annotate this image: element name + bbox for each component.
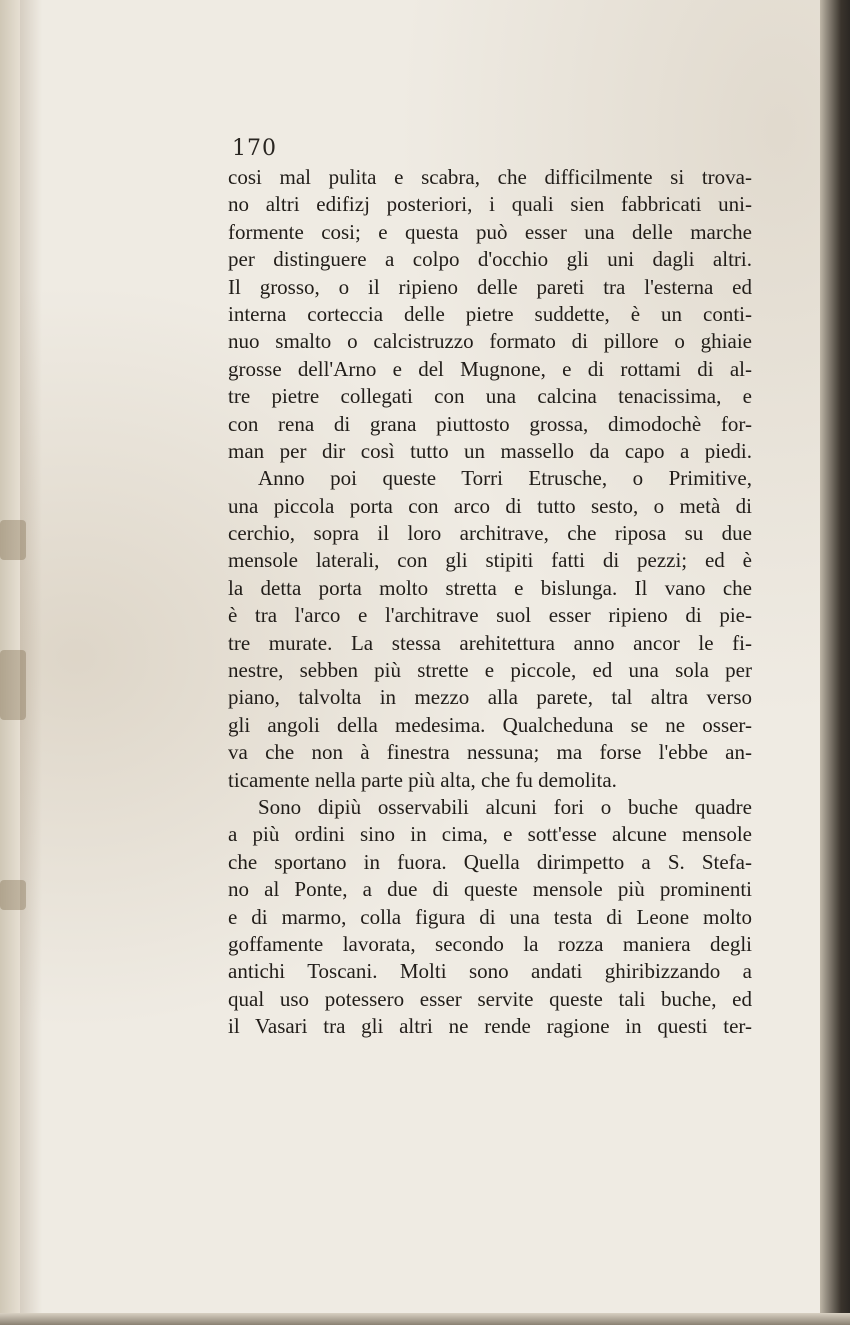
paper-stain	[0, 520, 26, 560]
text-line: formente cosi; e questa può esser una delle marche	[228, 219, 752, 244]
text-line: grosse dell'Arno e del Mugnone, e di rottami di al-	[228, 356, 752, 381]
page-edge-shadow	[820, 0, 850, 1325]
text-line: no al Ponte, a due di queste mensole più prominenti	[228, 877, 752, 902]
page-bottom-edge	[0, 1313, 850, 1325]
text-line: con rena di grana piuttosto grossa, dimodochè for-	[228, 411, 752, 436]
text-line: la detta porta molto stretta e bislunga. Il vano che	[228, 575, 752, 600]
paper-stain	[0, 880, 26, 910]
text-line: e di marmo, colla figura di una testa di Leone molto	[228, 904, 752, 929]
text-line: che sportano in fuora. Quella dirimpetto a S. Stefa-	[228, 849, 752, 874]
text-line: no altri edifizj posteriori, i quali sien fabbricati uni-	[228, 192, 752, 217]
paragraph-start-line: Sono dipiù osservabili alcuni fori o buche quadre	[258, 794, 752, 819]
text-line: interna corteccia delle pietre suddette, è un conti-	[228, 301, 752, 326]
text-line: man per dir così tutto un massello da capo a piedi.	[228, 438, 752, 463]
text-line: una piccola porta con arco di tutto sesto, o metà di	[228, 493, 752, 518]
text-line: goffamente lavorata, secondo la rozza maniera degli	[228, 931, 752, 956]
text-line: qual uso potessero esser servite queste tali buche, ed	[228, 986, 752, 1011]
paragraph-end-line: ticamente nella parte più alta, che fu demolita.	[228, 767, 617, 792]
text-line: a più ordini sino in cima, e sott'esse alcune mensole	[228, 822, 752, 847]
text-line: piano, talvolta in mezzo alla parete, tal altra verso	[228, 685, 752, 710]
text-line: cosi mal pulita e scabra, che difficilmente si trova-	[228, 165, 752, 189]
text-line: tre pietre collegati con una calcina tenacissima, e	[228, 384, 752, 409]
text-line: mensole laterali, con gli stipiti fatti di pezzi; ed è	[228, 548, 752, 573]
text-line: Il grosso, o il ripieno delle pareti tra l'esterna ed	[228, 274, 752, 299]
text-line: antichi Toscani. Molti sono andati ghiribizzando a	[228, 959, 752, 984]
body-text	[228, 164, 752, 1041]
text-line: cerchio, sopra il loro architrave, che riposa su due	[228, 521, 752, 546]
paper-stain	[0, 650, 26, 720]
text-line: nuo smalto o calcistruzzo formato di pillore o ghiaie	[228, 329, 752, 354]
text-line: nestre, sebben più strette e piccole, ed una sola per	[228, 658, 752, 683]
text-line: tre murate. La stessa arehitettura anno ancor le fi-	[228, 630, 752, 655]
text-line: per distinguere a colpo d'occhio gli uni dagli altri.	[228, 247, 752, 272]
page-number: 170	[232, 136, 277, 161]
text-line: il Vasari tra gli altri ne rende ragione in questi ter-	[228, 1014, 752, 1039]
text-line: è tra l'arco e l'architrave suol esser ripieno di pie-	[228, 603, 752, 628]
text-line: va che non à finestra nessuna; ma forse l'ebbe an-	[228, 740, 752, 765]
paragraph-start-line: Anno poi queste Torri Etrusche, o Primitive,	[258, 466, 752, 491]
text-line: gli angoli della medesima. Qualcheduna se ne osser-	[228, 712, 752, 737]
